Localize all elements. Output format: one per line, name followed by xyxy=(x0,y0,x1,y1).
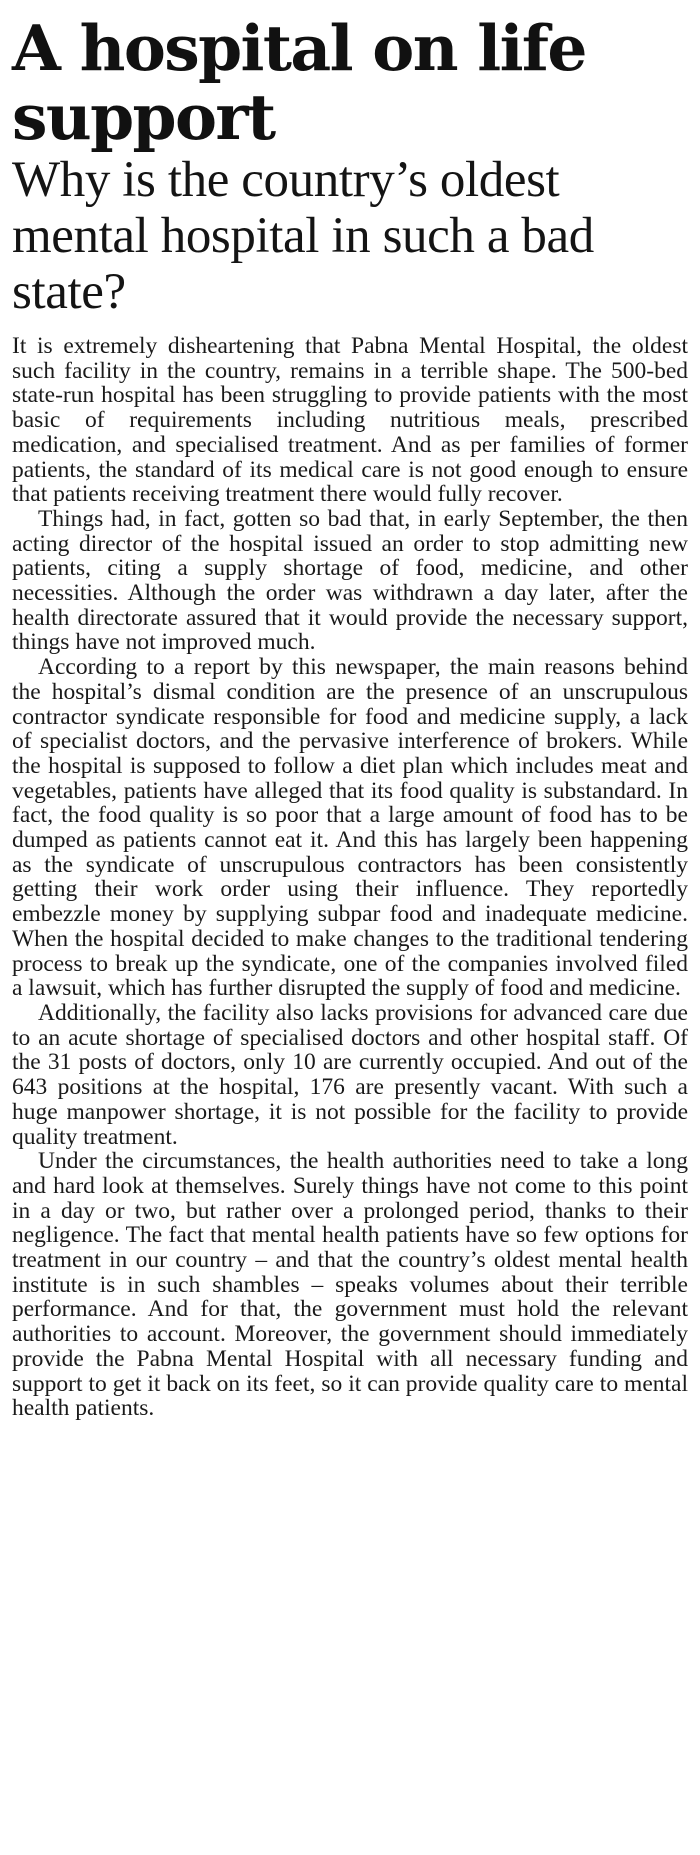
headline: A hospital on life support xyxy=(12,11,586,154)
paragraph: According to a report by this newspaper, the main reasons behind the hospital’s dismal condition are the presence of an unscrupulous contractor syndicate responsible for food and medicine supply, a lack of specialist doctors, and the pervasive interference of brokers. While the hospital is supposed to follow a diet plan which includes meat and vegetables, patients have alleged that its food quality is substandard. In fact, the food quality is so poor that a large amount of food has to be dumped as patients cannot eat it. And this has largely been happening as the syndicate of unscrupulous contractors has been consistently getting their work order using their influence. They reportedly embezzle money by supplying subpar food and inadequate medicine. When the hospital decided to make changes to the traditional tendering process to break up the syndicate, one of the companies involved filed a lawsuit, which has further disrupted the supply of food and medicine. xyxy=(12,654,688,1002)
paragraph: Things had, in fact, gotten so bad that, in early September, the then acting director of the hospital issued an order to stop admitting new patients, citing a supply shortage of food, medicine, and other necessities. Although the order was withdrawn a day later, after the health directorate assured that it would provide the necessary support, things have not improved much. xyxy=(12,505,688,656)
article-body xyxy=(12,334,688,1421)
paragraph: It is extremely disheartening that Pabna Mental Hospital, the oldest such facility in the country, remains in a terrible shape. The 500-bed state-run hospital has been struggling to provide patients with the most basic of requirements including nutritious meals, prescribed medication, and specialised treatment. And as per families of former patients, the standard of its medical care is not good enough to ensure that patients receiving treatment there would fully recover. xyxy=(12,333,688,508)
paragraph: Under the circumstances, the health authorities need to take a long and hard look at themselves. Surely things have not come to this point in a day or two, but rather over a prolonged period, thanks to their negligence. The fact that mental health patients have so few options for treatment in our country – and that the country’s oldest mental health institute is in such shambles – speaks volumes about their terrible performance. And for that, the government must hold the relevant authorities to account. Moreover, the government should immediately provide the Pabna Mental Hospital with all necessary funding and support to get it back on its feet, so it can provide quality care to mental health patients. xyxy=(12,1148,688,1422)
subheadline: Why is the country’s oldest mental hospital in such a bad state? xyxy=(12,152,594,320)
paragraph: Additionally, the facility also lacks provisions for advanced care due to an acute shortage of specialised doctors and other hospital staff. Of the 31 posts of doctors, only 10 are currently occupied. And out of the 643 positions at the hospital, 176 are presently vacant. With such a huge manpower shortage, it is not possible for the facility to provide quality treatment. xyxy=(12,999,688,1150)
